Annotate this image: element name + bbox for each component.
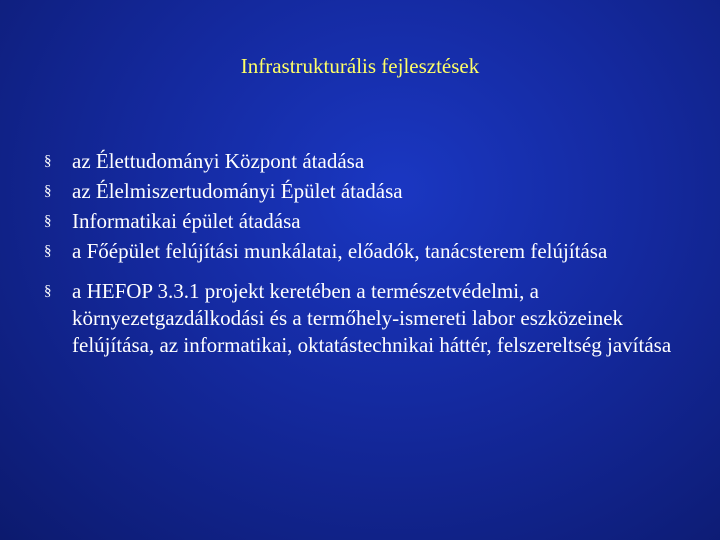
- bullet-text: a HEFOP 3.3.1 projekt keretében a természetvédelmi, a környezetgazdálkodási és a termőhely-ismereti labor eszközeinek felújítása, az informatikai, oktatástechnikai háttér, felszereltség javítása: [72, 279, 672, 357]
- bullet-marker-icon: §: [44, 183, 52, 199]
- list-item: [44, 278, 694, 359]
- list-item: [44, 148, 694, 175]
- list-item: [44, 208, 694, 235]
- bullet-text: az Élettudományi Központ átadása: [72, 149, 365, 173]
- bullet-marker-icon: §: [44, 243, 52, 259]
- bullet-marker-icon: §: [44, 213, 52, 229]
- bullet-text: Informatikai épület átadása: [72, 209, 301, 233]
- bullet-marker-icon: §: [44, 153, 52, 169]
- slide-title: Infrastrukturális fejlesztések: [240, 54, 480, 78]
- list-item: [44, 238, 694, 265]
- bullet-list: [44, 148, 694, 362]
- bullet-marker-icon: §: [44, 283, 52, 299]
- list-item: [44, 178, 694, 205]
- bullet-text: a Főépület felújítási munkálatai, előadók, tanácsterem felújítása: [72, 239, 608, 263]
- bullet-text: az Élelmiszertudományi Épület átadása: [72, 179, 403, 203]
